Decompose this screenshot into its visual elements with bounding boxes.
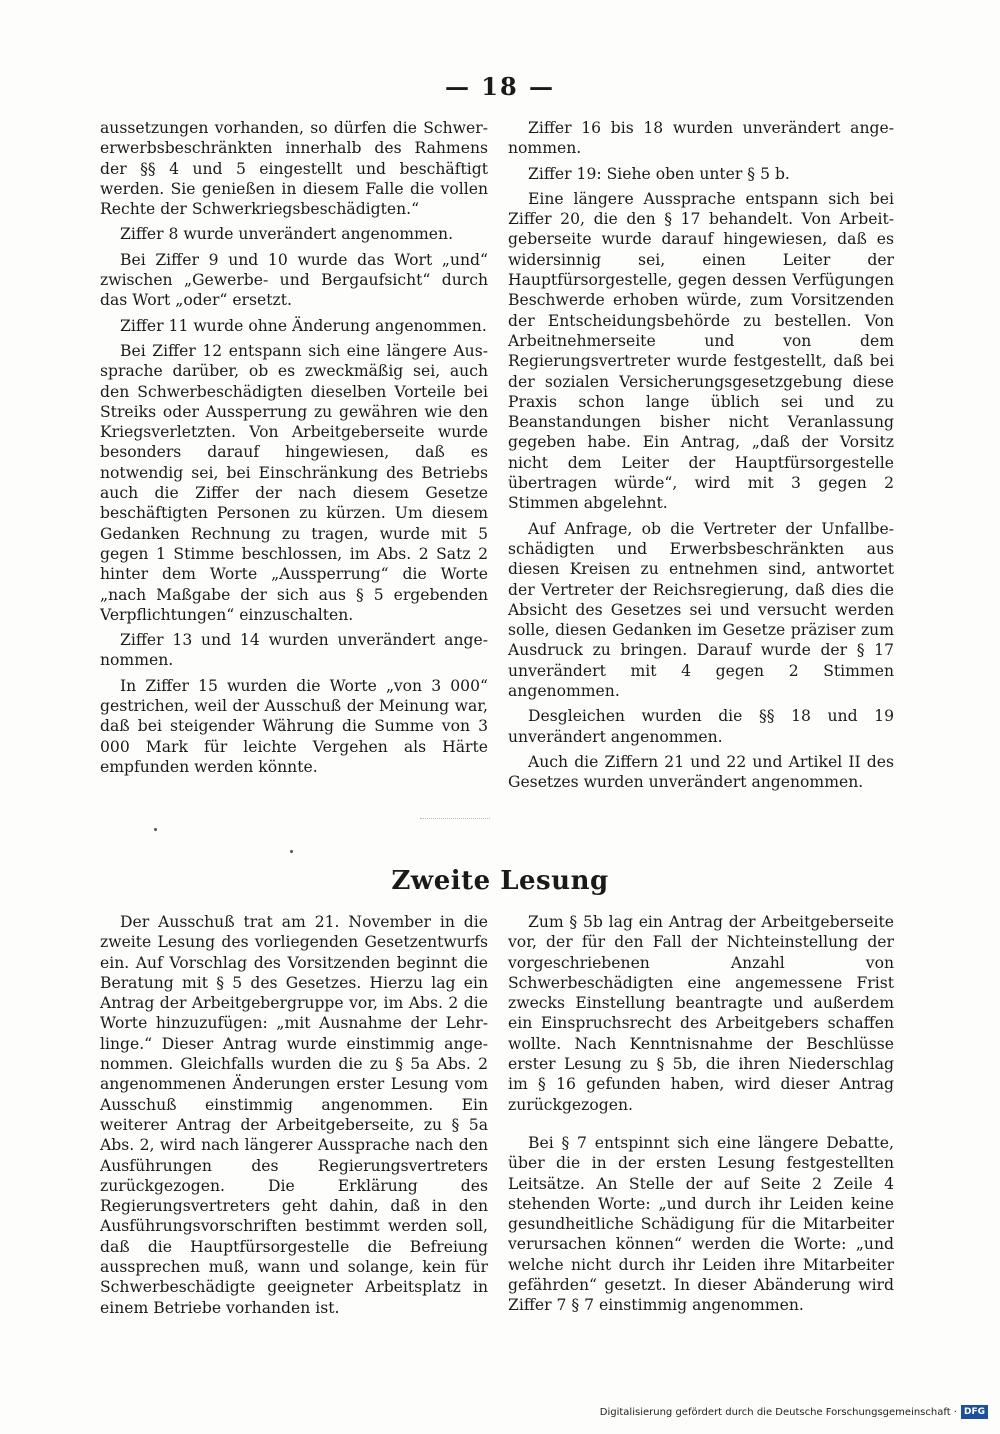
- paragraph: Auf Anfrage, ob die Vertreter der Unfallbeschädigten und Erwerbsbeschränkten aus diesen Kreisen zu entnehmen sind, antwortet der Vertreter der Reichsregierung, daß dies die Absicht des Gesetzes sei und versucht werden solle, diesen Gedanken im Gesetze präziser zum Ausdruck zu bringen. Darauf wurde der § 17 unverändert mit 4 gegen 2 Stimmen angenommen.: [508, 519, 894, 701]
- paragraph: Ziffer 19: Siehe oben unter § 5 b.: [528, 164, 790, 183]
- paragraph: Eine längere Aussprache entspann sich bei Ziffer 20, die den § 17 behandelt. Von Arbeitgeberseite wurde darauf hingewiesen, daß es widersinnig sei, einen Leiter der Hauptfürsorgestelle, gegen dessen Verfügungen Beschwerde erhoben würde, zum Vorsitzenden der Entscheidungsbehörde zu bestellen. Von Arbeitnehmerseite und von dem Regierungsvertreter wurde festgestellt, daß bei der sozialen Versicherungsgesetzgebung diese Praxis schon lange üblich sei und zu Beanstandungen bisher nicht Veranlassung gegeben habe. Ein Antrag, „daß der Vorsitz nicht dem Leiter der Hauptfürsorgestelle übertragen würde“, wird mit 3 gegen 2 Stimmen abgelehnt.: [508, 189, 894, 513]
- top-right-column: [508, 118, 894, 798]
- bottom-right-column: [508, 912, 894, 1321]
- bottom-left-column: [100, 912, 488, 1323]
- paragraph: In Ziffer 15 wurden die Worte „von 3 000“ gestrichen, weil der Ausschuß der Meinung war, daß bei steigender Währung die Summe von 3 000 Mark für leichte Vergehen als Härte empfunden werden könnte.: [100, 676, 488, 776]
- section-title: Zweite Lesung: [391, 866, 609, 896]
- print-speck: [154, 828, 157, 831]
- paragraph: aussetzungen vorhanden, so dürfen die Schwererwerbsbeschränkten innerhalb des Rahmens der §§ 4 und 5 eingestellt und beschäftigt werden. Sie genießen in diesem Falle die vollen Rechte der Schwerkriegsbeschädigten.“: [100, 119, 488, 219]
- print-specks: [420, 818, 490, 823]
- paragraph: Der Ausschuß trat am 21. November in die zweite Lesung des vorliegenden Gesetzentwurfs ein. Auf Vorschlag des Vorsitzenden beginnt die Beratung mit § 5 des Gesetzes. Hierzu lag ein Antrag der Arbeitgebergruppe vor, im Abs. 2 die Worte hinzuzufügen: „mit Ausnahme der Lehrlinge.“ Dieser Antrag wurde einstimmig angenommen. Gleichfalls wurden die zu § 5a Abs. 2 angenommenen Änderungen erster Lesung vom Ausschuß einstimmig angenommen. Ein weiterer Antrag der Arbeitgeberseite, zu § 5a Abs. 2, wird nach längerer Aussprache nach den Ausführungen des Regierungsvertreters zurückgezogen. Die Erklärung des Regierungsvertreters geht dahin, daß in den Ausführungsvorschriften bestimmt werden soll, daß die Hauptfürsorgestelle die Befreiung aussprechen muß, wann und solange, kein für Schwerbeschädigte geeigneter Arbeitsplatz in einem Betriebe vorhanden ist.: [100, 913, 488, 1317]
- page-number: — 18 —: [444, 72, 556, 101]
- digitization-credit: [600, 1404, 988, 1420]
- top-left-column: [100, 118, 488, 782]
- credit-text: Digitalisierung gefördert durch die Deutsche Forschungsgemeinschaft ·: [599, 1406, 957, 1418]
- paragraph: Zum § 5b lag ein Antrag der Arbeitgeberseite vor, der für den Fall der Nichteinstellung der vorgeschriebenen Anzahl von Schwerbeschädigten eine angemessene Frist zwecks Einstellung beantragte und außerdem ein Einspruchsrecht des Arbeitgebers schaffen wollte. Nach Kenntnisnahme der Beschlüsse erster Lesung zu § 5b, die ihren Niederschlag im § 16 gefunden haben, wird dieser Antrag zurückgezogen.: [508, 913, 894, 1114]
- paragraph: Bei § 7 entspinnt sich eine längere Debatte, über die in der ersten Lesung festgestellten Leitsätze. An Stelle der auf Seite 2 Zeile 4 stehenden Worte: „und durch ihr Leiden keine gesundheitliche Schädigung für die Mitarbeiter verursachen können“ werden die Worte: „und welche nicht durch ihr Leiden ihre Mitarbeiter gefährden“ gesetzt. In dieser Abänderung wird Ziffer 7 § 7 einstimmig angenommen.: [508, 1133, 894, 1315]
- paragraph: Bei Ziffer 12 entspann sich eine längere Aussprache darüber, ob es zweckmäßig sei, auch den Schwerbeschädigten dieselben Vorteile bei Streiks oder Aussperrung zu gewähren wie den Kriegsverletzten. Von Arbeitgeberseite wurde besonders darauf hingewiesen, daß es notwendig sei, bei Einschränkung des Betriebs auch die Ziffer der nach diesem Gesetze beschäftigten Personen zu kürzen. Um diesem Gedanken Rechnung zu tragen, wurde mit 5 gegen 1 Stimme beschlossen, im Abs. 2 Satz 2 hinter dem Worte „Aussperrung“ die Worte „nach Maßgabe der sich aus § 5 ergebenden Verpflichtungen“ einzuschalten.: [100, 341, 488, 624]
- paragraph: Ziffer 8 wurde unverändert angenommen.: [120, 225, 454, 244]
- paragraph: Ziffer 16 bis 18 wurden unverändert angenommen.: [508, 119, 894, 158]
- paragraph: Ziffer 13 und 14 wurden unverändert angenommen.: [100, 631, 488, 670]
- paragraph: Desgleichen wurden die §§ 18 und 19 unverändert angenommen.: [508, 707, 894, 746]
- paragraph: Ziffer 11 wurde ohne Änderung angenommen.: [120, 316, 487, 335]
- paragraph: Auch die Ziffern 21 und 22 und Artikel II des Gesetzes wurden unverändert angenommen.: [508, 752, 894, 792]
- dfg-logo-icon: DFG: [961, 1405, 988, 1419]
- paragraph: Bei Ziffer 9 und 10 wurde das Wort „und“ zwischen „Gewerbe- und Bergaufsicht“ durch das Wort „oder“ ersetzt.: [100, 250, 488, 310]
- print-speck: [290, 850, 293, 853]
